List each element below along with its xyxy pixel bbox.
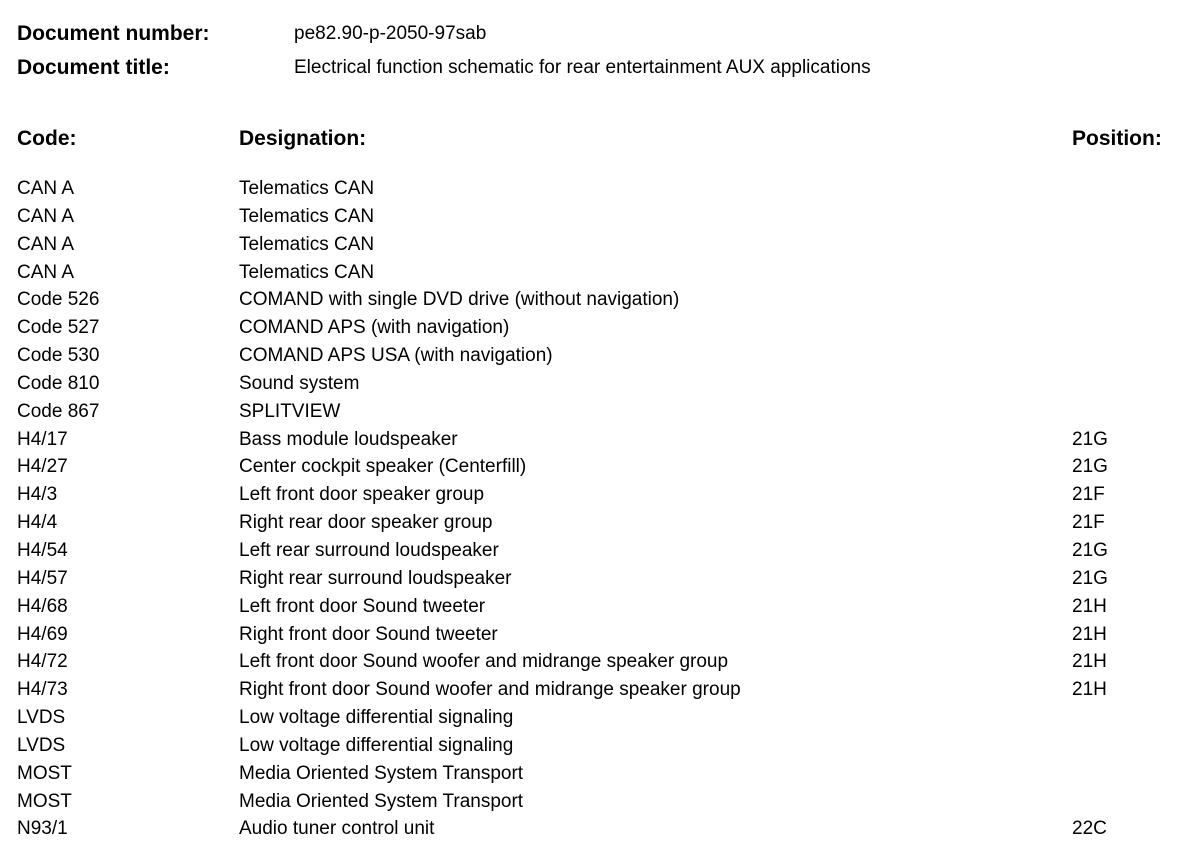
document-number-label: Document number: xyxy=(17,22,210,45)
document-title-label: Document title: xyxy=(17,56,170,79)
row-code: H4/27 xyxy=(17,456,68,478)
row-code: Code 527 xyxy=(17,317,100,339)
row-position: 21H xyxy=(1072,651,1107,673)
row-code: Code 530 xyxy=(17,345,100,367)
row-code: CAN A xyxy=(17,233,75,255)
table-row xyxy=(0,788,1198,816)
row-designation: Media Oriented System Transport xyxy=(239,762,524,784)
row-designation: Right rear door speaker group xyxy=(239,512,493,534)
row-code: MOST xyxy=(17,790,72,812)
row-code: H4/68 xyxy=(17,595,68,617)
row-designation: COMAND APS (with navigation) xyxy=(239,317,510,339)
row-position: 22C xyxy=(1072,818,1107,840)
row-designation: Center cockpit speaker (Centerfill) xyxy=(239,456,527,478)
row-designation: Left rear surround loudspeaker xyxy=(239,539,499,561)
row-designation: Audio tuner control unit xyxy=(239,818,435,840)
row-designation: Right rear surround loudspeaker xyxy=(239,567,512,589)
row-code: MOST xyxy=(17,762,72,784)
row-designation: Telematics CAN xyxy=(239,205,375,227)
table-row xyxy=(0,175,1198,203)
row-code: H4/73 xyxy=(17,679,68,701)
row-code: Code 526 xyxy=(17,289,100,311)
row-code: Code 867 xyxy=(17,400,100,422)
row-code: Code 810 xyxy=(17,372,100,394)
document-number-value: pe82.90-p-2050-97sab xyxy=(294,23,487,44)
row-position: 21G xyxy=(1072,539,1108,561)
row-designation: Left front door Sound tweeter xyxy=(239,595,486,617)
row-designation: Right front door Sound woofer and midrange speaker group xyxy=(239,679,741,701)
row-designation: SPLITVIEW xyxy=(239,400,341,422)
row-designation: Right front door Sound tweeter xyxy=(239,623,498,645)
column-header-position: Position: xyxy=(1072,127,1162,150)
table-row xyxy=(0,314,1198,342)
document-title-value: Electrical function schematic for rear entertainment AUX applications xyxy=(294,57,871,78)
row-code: H4/3 xyxy=(17,484,58,506)
row-designation: Left front door Sound woofer and midrange speaker group xyxy=(239,651,729,673)
table-row xyxy=(0,481,1198,509)
table-row xyxy=(0,621,1198,649)
table-row xyxy=(0,704,1198,732)
table-row xyxy=(0,732,1198,760)
column-header-designation: Designation: xyxy=(239,127,367,150)
row-code: H4/4 xyxy=(17,512,58,534)
row-position: 21H xyxy=(1072,595,1107,617)
row-code: H4/17 xyxy=(17,428,68,450)
row-code: LVDS xyxy=(17,734,66,756)
table-row xyxy=(0,426,1198,454)
row-designation: Low voltage differential signaling xyxy=(239,707,514,729)
table-row xyxy=(0,342,1198,370)
row-code: CAN A xyxy=(17,178,75,199)
table-row xyxy=(0,593,1198,621)
table-row xyxy=(0,259,1198,287)
row-designation: Bass module loudspeaker xyxy=(239,428,458,450)
table-row xyxy=(0,537,1198,565)
row-designation: Telematics CAN xyxy=(239,233,375,255)
table-row xyxy=(0,398,1198,426)
table-row xyxy=(0,565,1198,593)
row-position: 21G xyxy=(1072,456,1108,478)
row-designation: Telematics CAN xyxy=(239,178,375,199)
row-designation: Media Oriented System Transport xyxy=(239,790,524,812)
row-code: LVDS xyxy=(17,707,66,729)
table-row xyxy=(0,648,1198,676)
row-position: 21F xyxy=(1072,484,1105,506)
table-row xyxy=(0,231,1198,259)
table-row xyxy=(0,370,1198,398)
row-code: H4/69 xyxy=(17,623,68,645)
row-designation: Sound system xyxy=(239,372,360,394)
table-row xyxy=(0,286,1198,314)
row-code: H4/57 xyxy=(17,567,68,589)
row-code: H4/54 xyxy=(17,539,68,561)
row-designation: Low voltage differential signaling xyxy=(239,734,514,756)
row-designation: COMAND APS USA (with navigation) xyxy=(239,345,553,367)
row-code: CAN A xyxy=(17,261,75,283)
row-designation: Left front door speaker group xyxy=(239,484,485,506)
row-position: 21G xyxy=(1072,428,1108,450)
row-position: 21F xyxy=(1072,512,1105,534)
row-code: N93/1 xyxy=(17,818,68,840)
row-position: 21G xyxy=(1072,567,1108,589)
table-row xyxy=(0,203,1198,231)
column-header-code: Code: xyxy=(17,127,77,150)
row-code: H4/72 xyxy=(17,651,68,673)
row-position: 21H xyxy=(1072,623,1107,645)
row-code: CAN A xyxy=(17,205,75,227)
table-row xyxy=(0,676,1198,704)
table-row xyxy=(0,760,1198,788)
row-position: 21H xyxy=(1072,679,1107,701)
table-row xyxy=(0,453,1198,481)
table-row xyxy=(0,815,1198,843)
row-designation: COMAND with single DVD drive (without navigation) xyxy=(239,289,680,311)
table-row xyxy=(0,509,1198,537)
legend-table xyxy=(0,175,1198,843)
row-designation: Telematics CAN xyxy=(239,261,375,283)
